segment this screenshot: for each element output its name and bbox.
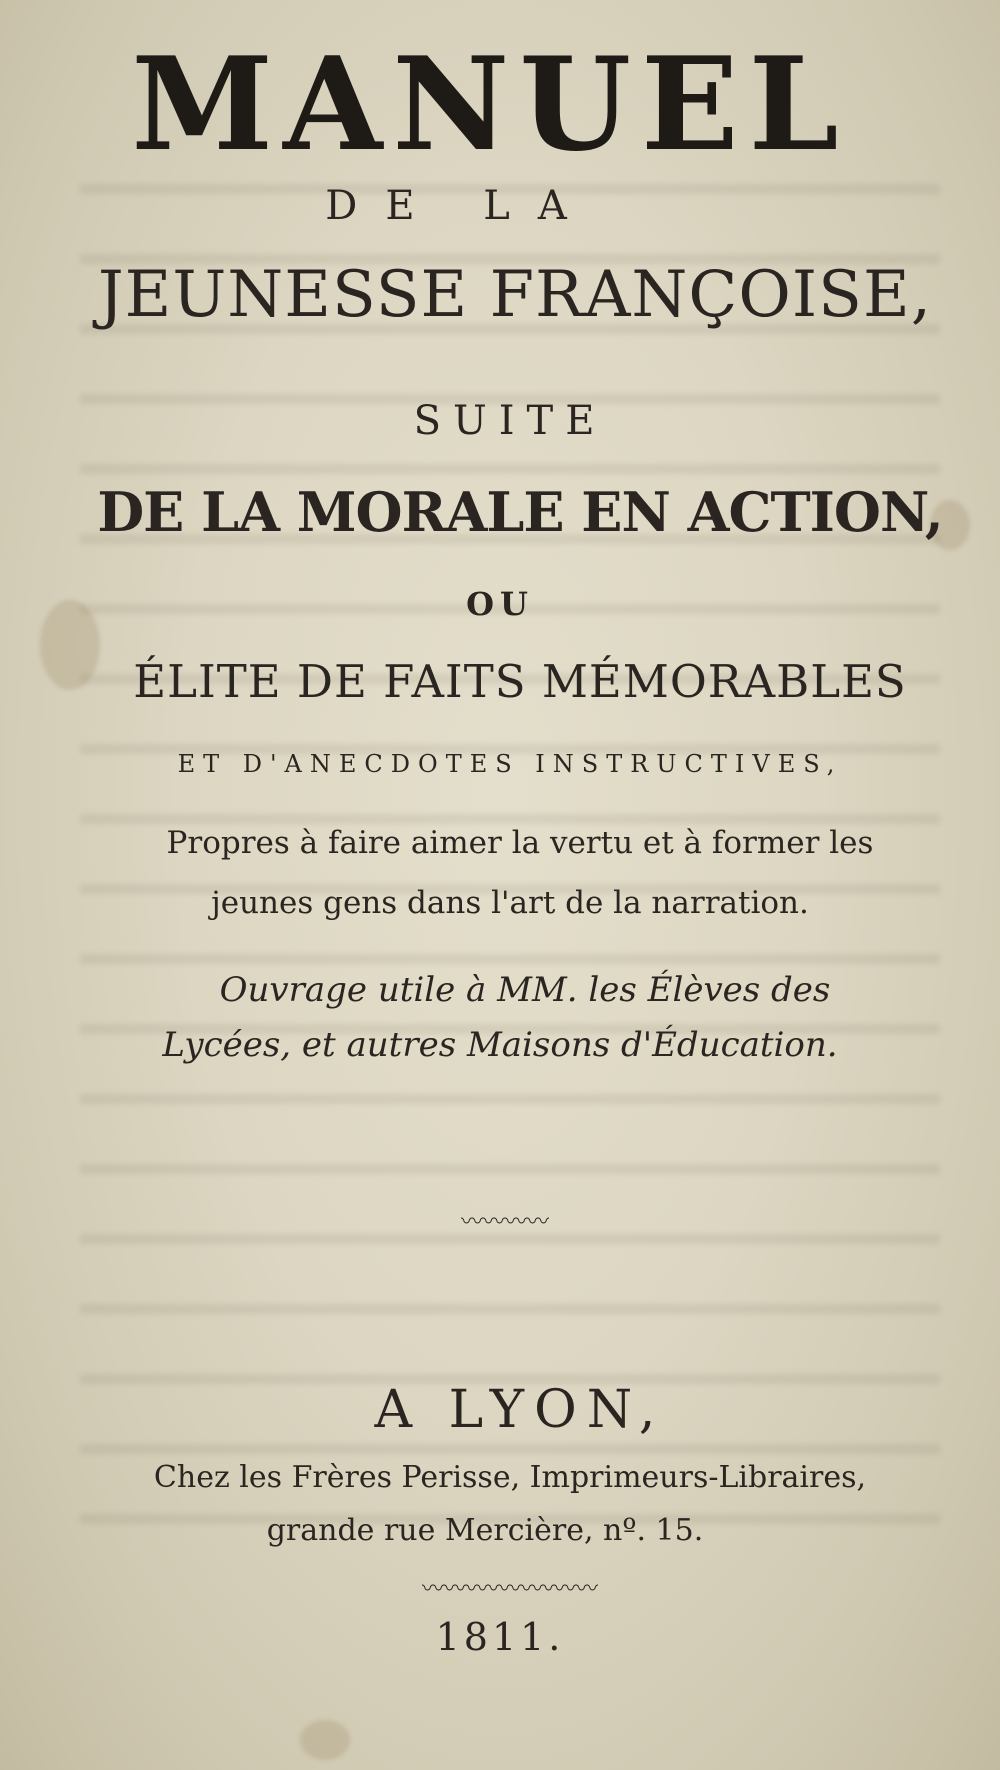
subtitle: ÉLITE DE FAITS MÉMORABLES xyxy=(133,655,907,708)
purpose-line-2: jeunes gens dans l'art de la narration. xyxy=(211,885,809,921)
imprint-place: A LYON, xyxy=(374,1380,666,1440)
ornament-rule-bottom: 〰〰〰〰〰〰〰〰 xyxy=(421,1577,598,1602)
book-title: MANUEL xyxy=(131,30,849,180)
audience-line-2: Lycées, et autres Maisons d'Éducation. xyxy=(162,1025,838,1065)
title-de-la: DE LA xyxy=(325,183,595,229)
imprint-year: 1811. xyxy=(435,1615,565,1659)
ornament-rule-top: 〰〰〰〰 xyxy=(460,1210,549,1235)
imprint-publisher: Chez les Frères Perisse, Imprimeurs-Libraires, xyxy=(153,1460,867,1495)
purpose-line-1: Propres à faire aimer la vertu et à former les xyxy=(166,825,874,861)
title-ou: OU xyxy=(466,585,534,623)
paper-stain xyxy=(300,1720,350,1760)
title-suite: SUITE xyxy=(413,398,607,444)
imprint-address: grande rue Mercière, nº. 15. xyxy=(266,1513,704,1548)
audience-line-1: Ouvrage utile à MM. les Élèves des xyxy=(219,970,831,1010)
series-title: DE LA MORALE EN ACTION, xyxy=(97,480,943,544)
subtitle-continued: ET D'ANECDOTES INSTRUCTIVES, xyxy=(177,750,843,778)
title-subject: JEUNESSE FRANÇOISE, xyxy=(97,258,933,332)
